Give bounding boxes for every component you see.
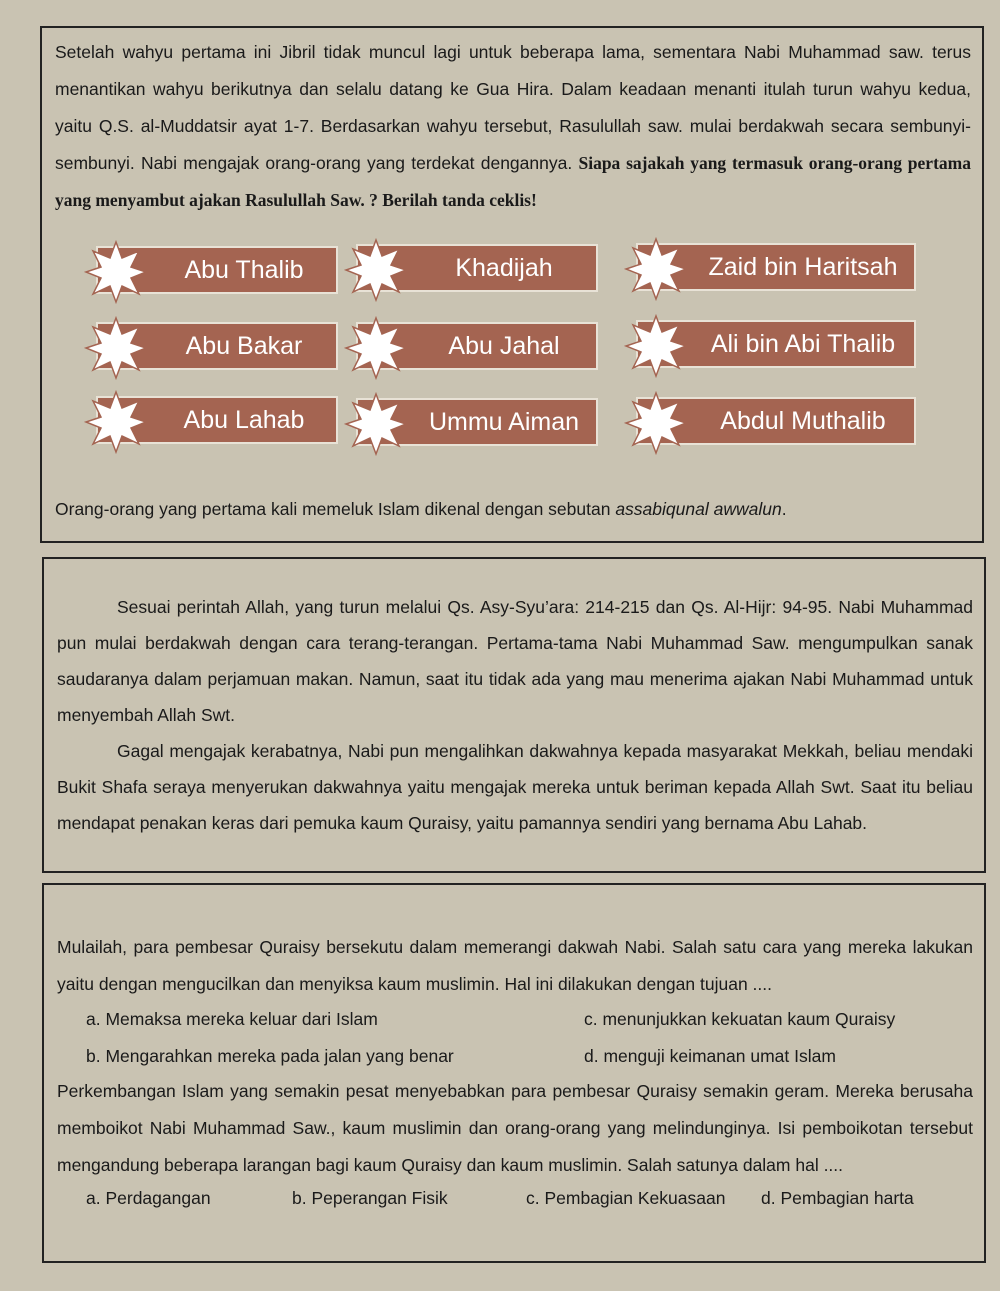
option-label: Zaid bin Haritsah xyxy=(708,253,898,281)
intro-paragraph xyxy=(55,34,971,219)
star-checkbox-icon[interactable] xyxy=(624,391,688,455)
footnote-term: assabiqunal awwalun xyxy=(615,499,782,519)
option-ummu-aiman[interactable] xyxy=(356,398,598,446)
reading-text xyxy=(57,589,973,841)
option-label: Abu Thalib xyxy=(184,256,304,284)
footnote xyxy=(55,494,971,524)
option-label: Abu Jahal xyxy=(448,332,560,360)
question-panel-3 xyxy=(42,883,986,1263)
question-2-text: Perkembangan Islam yang semakin pesat menyebabkan para pembesar Quraisy semakin geram. Mereka berusaha memboikot Nabi Muhammad Saw., kaum muslimin dan orang-orang yang melindunginya. Isi pemboikotan tersebut mengandung beberapa larangan bagi kaum Quraisy dan kaum muslimin. Salah satunya dalam hal .... xyxy=(57,1081,973,1175)
option-abdul-muthalib[interactable] xyxy=(636,397,916,445)
option-label: Ali bin Abi Thalib xyxy=(710,330,896,358)
q2-choice-b[interactable]: b. Peperangan Fisik xyxy=(292,1188,448,1208)
paragraph-2 xyxy=(57,733,973,841)
q1-choice-b[interactable]: b. Mengarahkan mereka pada jalan yang benar xyxy=(86,1046,454,1066)
paragraph-2-text: Gagal mengajak kerabatnya, Nabi pun mengalihkan dakwahnya kepada masyarakat Mekkah, beliau mendaki Bukit Shafa seraya menyerukan dakwahnya yaitu mengajak mereka untuk beriman kepada Allah Swt. Saat itu beliau mendapat penakan keras dari pemuka kaum Quraisy, yaitu pamannya sendiri yang bernama Abu Lahab. xyxy=(57,741,973,833)
paragraph-1 xyxy=(57,589,973,733)
intro-text: Setelah wahyu pertama ini Jibril tidak muncul lagi untuk beberapa lama, sementara Nabi Muhammad saw. terus menantikan wahyu berikutnya dan selalu datang ke Gua Hira. Dalam keadaan menanti itulah turun wahyu kedua, yaitu Q.S. al-Muddatsir ayat 1-7. Berdasarkan wahyu tersebut, Rasulullah saw. mulai berdakwah secara sembunyi-sembunyi. Nabi mengajak orang-orang yang terdekat dengannya. xyxy=(55,42,971,173)
question-1-text: Mulailah, para pembesar Quraisy bersekutu dalam memerangi dakwah Nabi. Salah satu cara yang mereka lakukan yaitu dengan mengucilkan dan menyiksa kaum muslimin. Hal ini dilakukan dengan tujuan .... xyxy=(57,937,973,994)
star-checkbox-icon[interactable] xyxy=(84,390,148,454)
star-checkbox-icon[interactable] xyxy=(84,240,148,304)
option-abu-bakar[interactable] xyxy=(96,322,338,370)
reading-panel-2 xyxy=(42,557,986,873)
star-checkbox-icon[interactable] xyxy=(344,392,408,456)
option-abu-thalib[interactable] xyxy=(96,246,338,294)
q2-choice-c[interactable]: c. Pembagian Kekuasaan xyxy=(526,1188,726,1208)
q2-choice-a[interactable]: a. Perdagangan xyxy=(86,1188,211,1208)
q1-choice-c[interactable]: c. menunjukkan kekuatan kaum Quraisy xyxy=(584,1009,896,1029)
option-zaid-bin-haritsah[interactable] xyxy=(636,243,916,291)
star-checkbox-icon[interactable] xyxy=(84,316,148,380)
q1-choice-d[interactable]: d. menguji keimanan umat Islam xyxy=(584,1046,836,1066)
option-label: Abu Bakar xyxy=(185,332,303,360)
option-abu-lahab[interactable] xyxy=(96,396,338,444)
star-checkbox-icon[interactable] xyxy=(624,237,688,301)
star-checkbox-icon[interactable] xyxy=(344,238,408,302)
q1-choice-a[interactable]: a. Memaksa mereka keluar dari Islam xyxy=(86,1009,378,1029)
question-text: Siapa sajakah yang termasuk orang-orang pertama yang menyambut ajakan Rasulullah Saw. ? Berilah tanda ceklis! xyxy=(55,153,971,210)
option-abu-jahal[interactable] xyxy=(356,322,598,370)
footnote-text: Orang-orang yang pertama kali memeluk Islam dikenal dengan sebutan xyxy=(55,499,616,519)
option-label: Khadijah xyxy=(455,254,553,282)
star-checkbox-icon[interactable] xyxy=(344,316,408,380)
option-label: Ummu Aiman xyxy=(428,408,580,436)
q2-choice-d[interactable]: d. Pembagian harta xyxy=(761,1188,914,1208)
footnote-end: . xyxy=(781,499,787,519)
option-ali-bin-abi-thalib[interactable] xyxy=(636,320,916,368)
star-checkbox-icon[interactable] xyxy=(624,314,688,378)
option-khadijah[interactable] xyxy=(356,244,598,292)
question-panel-1 xyxy=(40,26,984,543)
option-label: Abu Lahab xyxy=(183,406,305,434)
paragraph-1-text: Sesuai perintah Allah, yang turun melalui Qs. Asy-Syu’ara: 214-215 dan Qs. Al-Hijr: 94-95. Nabi Muhammad pun mulai berdakwah dengan cara terang-terangan. Pertama-tama Nabi Muhammad Saw. mengumpulkan sanak saudaranya dalam perjamuan makan. Namun, saat itu tidak ada yang mau menerima ajakan Nabi Muhammad untuk menyembah Allah Swt. xyxy=(57,597,973,725)
option-label: Abdul Muthalib xyxy=(720,407,886,435)
